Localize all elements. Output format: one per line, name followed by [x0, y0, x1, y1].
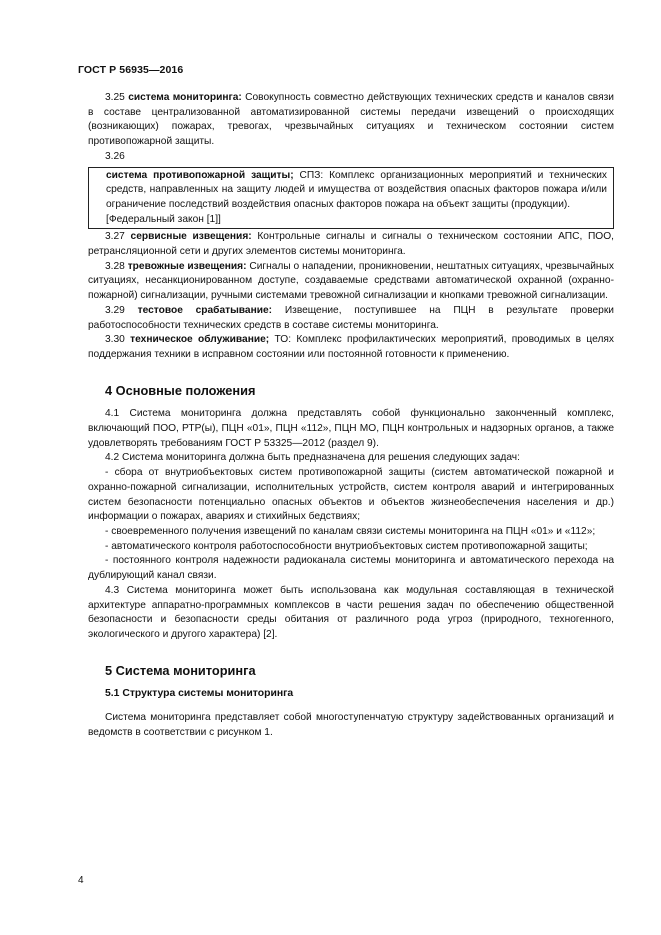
term: тестовое срабатывание: — [137, 304, 273, 316]
list-item: - автоматического контроля работоспособности внутриобъектовых систем противопожарной защиты; — [105, 540, 588, 552]
section-5-heading: 5 Система мониторинга — [105, 662, 256, 678]
definition-3-25: 3.25 система мониторинга: Совокупность совместно действующих технических средств и каналов связи в составе централизованной автоматизированной системы передачи извещений о происходящих (возникающих) пожарах, тревогах, чрезвычайных ситуациях и техническом состоянии систем противопожарной защиты. — [88, 92, 614, 148]
paragraph-5-1: Система мониторинга представляет собой многоступенчатую структуру задействованных организаций и ведомств в соответствии с рисунком 1. — [88, 712, 614, 738]
term: сервисные извещения: — [130, 231, 252, 243]
definition-3-26-number: 3.26 — [105, 150, 125, 162]
definition-3-28: 3.28 тревожные извещения: Сигналы о нападении, проникновении, нештатных ситуациях, чрезвычайных ситуациях, несанкционированном доступе, создаваемые средствами автоматической охранной (охранно-пожарной) сигнализации, ручными системами тревожной сигнализации и кнопками тревожной сигнализации. — [88, 260, 614, 302]
list-item: - сбора от внутриобъектовых систем противопожарной защиты (систем автоматической пожарной и охранно-пожарной сигнализации, исполнительных устройств, систем контроля аварий и интегрированных систем безопасности потенциально опасных объектов и объектов жизнеобеспечения населения и др.) информации о пожарах, авариях и стихийных бедствиях; — [88, 467, 614, 523]
subsection-5-1-heading: 5.1 Структура системы мониторинга — [105, 688, 294, 700]
paragraph-4-2: 4.2 Система мониторинга должна быть предназначена для решения следующих задач: — [105, 452, 520, 464]
section-4-heading: 4 Основные положения — [105, 382, 256, 398]
definition-3-27: 3.27 сервисные извещения: Контрольные сигналы и сигналы о техническом состоянии АПС, ПОО, ретрансляционной сети и других элементов системы мониторинга. — [88, 231, 614, 258]
term: система мониторинга: — [128, 92, 242, 103]
term: система противопожарной защиты; — [106, 169, 294, 181]
definition-3-30: 3.30 техническое облуживание; ТО: Комплекс профилактических мероприятий, проводимых в целях поддержания техники в исправном состоянии или постоянной готовности к применению. — [88, 334, 615, 360]
list-item: - своевременного получения извещений по каналам связи системы мониторинга на ПЦН «01» и «112»; — [105, 525, 596, 537]
paragraph-4-3: 4.3 Система мониторинга может быть использована как модульная составляющая в технической архитектуре аппаратно-программных комплексов в части решения задач по обеспечению общественной безопасности и безопасности среды обитания от различного рода угроз (природного, техногенного, экологического и другого характера) [2]. — [88, 584, 614, 640]
term: тревожные извещения: — [127, 260, 247, 272]
page-number: 4 — [78, 875, 84, 886]
paragraph-4-1: 4.1 Система мониторинга должна представлять собой функционально законченный комплекс, включающий ПОО, РТР(ы), ПЦН «01», ПЦН «112», ПЦН МО, ПЦН контрольных и надзорных органов, а также удовлетворять требованиям ГОСТ Р 53325—2012 (раздел 9). — [88, 408, 614, 449]
page-content — [88, 91, 614, 740]
standard-header: ГОСТ Р 56935—2016 — [78, 64, 184, 76]
definition-3-26: система противопожарной защиты; СПЗ: Комплекс организационных мероприятий и технических средств, направленных на защиту людей и имущества от воздействия опасных факторов пожара и/или ограничение последствий воздействия опасных факторов пожара на объект защиты (продукции). — [106, 169, 607, 210]
definition-3-29: 3.29 тестовое срабатывание: Извещение, поступившее на ПЦН в результате проверки работоспособности технических средств в составе системы мониторинга. — [88, 304, 614, 331]
term: техническое облуживание; — [130, 334, 270, 346]
list-item: - постоянного контроля надежности радиоканала системы мониторинга и автоматического перехода на дублирующий канал связи. — [88, 555, 614, 582]
definition-3-26-box — [88, 167, 614, 230]
definition-source: [Федеральный закон [1]] — [106, 213, 221, 225]
